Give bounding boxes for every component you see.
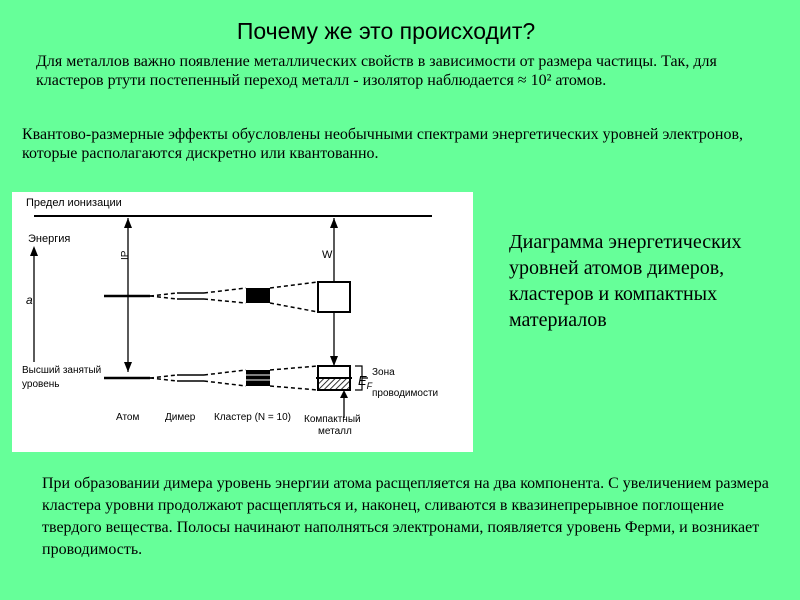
cluster-upper-band (246, 288, 270, 303)
cluster-lower-band (246, 370, 270, 386)
ef-label: $E_F$ (358, 373, 373, 391)
lower-connectors (150, 366, 318, 390)
intro-paragraph: Для металлов важно появление металлических свойств в зависимости от размера частицы. Так, для кластеров ртути постепенный переход металл - изолятор наблюдается ≈ 10² атомов. (36, 53, 717, 89)
energy-arrowhead (30, 246, 38, 256)
explanation-paragraph: При образовании димера уровень энергии атома расщепляется на два компонента. С увеличением размера кластера уровни продолжают расщепляться и, наконец, сливаются в квазинепрерывное поглощение твердого вещества. Полосы начинают наполняться электронами, появляется уровень Ферми, и возникает проводимость. (42, 475, 769, 558)
metal-lower-band-empty (318, 366, 350, 378)
label-compact-line1: Компактный (304, 414, 361, 425)
zone-label-line1: Зона (372, 367, 395, 378)
metal-lower-band-filled (318, 378, 350, 390)
ionization-limit-label: Предел ионизации (26, 197, 122, 209)
label-cluster: Кластер (N = 10) (214, 412, 291, 423)
metal-upper-band (318, 282, 350, 312)
upper-connectors (150, 282, 318, 312)
page-title: Почему же это происходит? (236, 18, 536, 44)
homo-label-line1: Высший занятый (22, 365, 102, 376)
energy-axis-label: Энергия (28, 233, 71, 245)
w-label: W (322, 249, 333, 261)
label-dimer: Димер (165, 412, 196, 423)
energy-level-diagram (12, 192, 473, 452)
ip-label: IP (120, 250, 131, 260)
a-label: a (26, 293, 33, 307)
label-compact-line2: металл (318, 426, 352, 437)
diagram-caption: Диаграмма энергетических уровней атомов димеров, кластеров и компактных материалов (509, 231, 742, 331)
homo-label-line2: уровень (22, 379, 60, 390)
zone-label-line2: проводимости (372, 388, 439, 399)
label-atom: Атом (116, 412, 140, 423)
quantum-effects-paragraph: Квантово-размерные эффекты обусловлены необычными спектрами энергетических уровней электронов, которые располагаются дискретно или квантованно. (22, 126, 743, 162)
